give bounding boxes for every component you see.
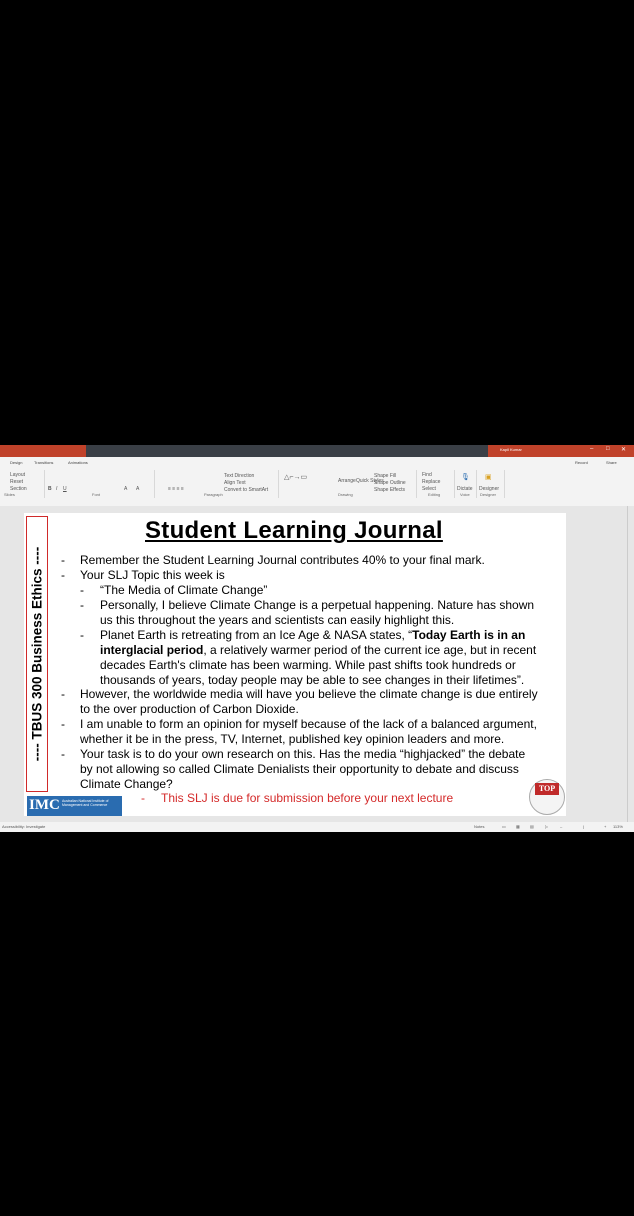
top-badge-logo [529, 779, 565, 815]
imc-logo-text: IMC [29, 797, 60, 813]
group-label-voice: Voice [460, 492, 470, 497]
bullet-text: Your task is to do your own research on this. Has the media “highjacked” the debate [80, 747, 526, 761]
find-button[interactable]: Find [422, 472, 432, 478]
imc-logo-caption: Australian National Institute of Management and Commerce [62, 799, 109, 807]
ribbon-tabs [0, 457, 634, 468]
vertical-scrollbar[interactable] [627, 506, 634, 822]
designer-button[interactable]: Designer [479, 486, 500, 492]
status-bar [0, 822, 634, 832]
notes-button[interactable]: Notes [474, 824, 485, 829]
sub-bullet-text: decades Earth's climate has been warming. While past shifts took hundreds or [100, 658, 516, 672]
italic-icon[interactable]: I [56, 486, 58, 492]
share-button[interactable]: Share [606, 460, 617, 465]
bullet-dash: - [61, 717, 65, 731]
bullet-text: However, the worldwide media will have you believe the climate change is due entirely [80, 687, 538, 701]
designer-icon[interactable]: ▣ [485, 474, 492, 481]
bullet-text: to the over production of Carbon Dioxide. [80, 702, 299, 716]
text-direction-button[interactable]: Text Direction [224, 473, 255, 479]
nasa-text: Planet Earth is retreating from an Ice Age & NASA states, “ [100, 628, 413, 642]
bullet-text: whether it be in the press, TV, Internet, published key opinion leaders and more. [80, 732, 505, 746]
select-button[interactable]: Select [422, 486, 436, 492]
tab-design[interactable]: Design [10, 460, 23, 465]
maximize-button[interactable]: □ [606, 446, 610, 452]
nasa-quote-bold: Today Earth is in an [412, 628, 526, 642]
bullet-dash: - [61, 553, 65, 567]
normal-view-icon[interactable]: ▭ [502, 824, 506, 829]
slide-title: Student Learning Journal [145, 517, 443, 544]
zoom-in-icon[interactable]: + [604, 824, 607, 829]
title-bar [0, 445, 634, 457]
bold-icon[interactable]: B [48, 486, 52, 492]
bullet-text: Your SLJ Topic this week is [80, 568, 225, 582]
bullet-dash: - [61, 687, 65, 701]
nasa-text: , a relatively warmer period of the current ice age, but in recent [203, 643, 537, 657]
zoom-slider[interactable]: | [583, 824, 585, 829]
due-note: This SLJ is due for submission before your next lecture [161, 791, 454, 805]
zoom-out-icon[interactable]: – [560, 824, 563, 829]
accessibility-status[interactable]: Accessibility: Investigate [2, 824, 46, 829]
close-button[interactable]: ✕ [621, 447, 627, 453]
shape-fill-button[interactable]: Shape Fill [374, 473, 397, 479]
dictate-button[interactable]: Dictate [457, 486, 473, 492]
sub-bullet-text: Personally, I believe Climate Change is a perpetual happening. Nature has shown [100, 598, 535, 612]
sub-bullet-text: “The Media of Climate Change” [100, 583, 268, 597]
bullet-dash: - [61, 568, 65, 582]
shape-effects-button[interactable]: Shape Effects [374, 487, 406, 493]
slide-sorter-icon[interactable]: ▦ [516, 824, 520, 829]
ribbon [0, 468, 634, 507]
sub-bullet-dash: - [80, 628, 84, 642]
group-label-drawing: Drawing [338, 492, 353, 497]
imc-logo [27, 796, 122, 816]
group-paragraph [154, 470, 279, 498]
tab-transitions[interactable]: Transitions [34, 460, 54, 465]
shape-outline-button[interactable]: Shape Outline [374, 480, 406, 486]
layout-button[interactable]: Layout [10, 472, 26, 478]
highlight-icon[interactable]: A [136, 486, 140, 492]
top-badge-text: TOP [535, 783, 559, 795]
microphone-icon[interactable]: 🎙 [461, 474, 470, 481]
tab-animations[interactable]: Animations [68, 460, 88, 465]
shapes-gallery-icon[interactable]: △⌐→▭ [284, 474, 308, 481]
convert-smartart-button[interactable]: Convert to SmartArt [224, 487, 269, 493]
interglacial-bold: interglacial period [100, 643, 204, 657]
replace-button[interactable]: Replace [422, 479, 441, 485]
bullet-text: I am unable to form an opinion for myself because of the lack of a balanced argument, [80, 717, 537, 731]
bullet-dash: - [61, 747, 65, 761]
group-label-slides: Slides [4, 492, 15, 497]
bullet-text: Climate Change? [80, 777, 173, 791]
group-label-paragraph: Paragraph [204, 492, 223, 497]
align-icon[interactable]: ≡ ≡ ≡ ≡ [168, 486, 184, 492]
due-note-dash: - [141, 791, 145, 805]
sub-bullet-text [100, 643, 536, 658]
group-label-editing: Editing [428, 492, 441, 497]
group-label-font: Font [92, 492, 101, 497]
sub-bullet-text: thousands of years, today people may be able to see changes in their lifetimes”. [100, 673, 525, 687]
sub-bullet-dash: - [80, 583, 84, 597]
underline-icon[interactable]: U [63, 486, 67, 492]
group-font [44, 470, 155, 498]
section-button[interactable]: Section [10, 486, 27, 492]
course-sidebar-label: ---- TBUS 300 Business Ethics ---- [29, 546, 45, 762]
align-text-button[interactable]: Align Text [224, 480, 246, 486]
group-designer [476, 470, 505, 498]
group-editing [416, 470, 455, 498]
group-slides [0, 470, 45, 498]
group-label-designer: Designer [480, 492, 497, 497]
zoom-level[interactable]: 113% [613, 824, 623, 829]
slideshow-icon[interactable]: ▷ [545, 824, 549, 829]
reading-view-icon[interactable]: ▤ [530, 824, 534, 829]
group-voice [454, 470, 477, 498]
group-drawing [278, 470, 417, 498]
reset-button[interactable]: Reset [10, 479, 24, 485]
font-color-icon[interactable]: A [124, 486, 128, 492]
bullet-text: Remember the Student Learning Journal contributes 40% to your final mark. [80, 553, 485, 567]
arrange-button[interactable]: Arrange [338, 478, 356, 484]
sub-bullet-dash: - [80, 598, 84, 612]
record-button[interactable]: Record [575, 460, 588, 465]
sub-bullet-text: us this throughout the years and scientists can easily highlight this. [100, 613, 455, 627]
user-name[interactable]: Kapil Kumar [500, 447, 522, 452]
quick-styles-button[interactable]: Quick Styles [356, 478, 384, 484]
bullet-text: by not allowing so called Climate Denialists their opportunity to debate and discuss [80, 762, 519, 776]
sub-bullet-text [100, 628, 525, 643]
minimize-button[interactable]: – [590, 446, 594, 452]
